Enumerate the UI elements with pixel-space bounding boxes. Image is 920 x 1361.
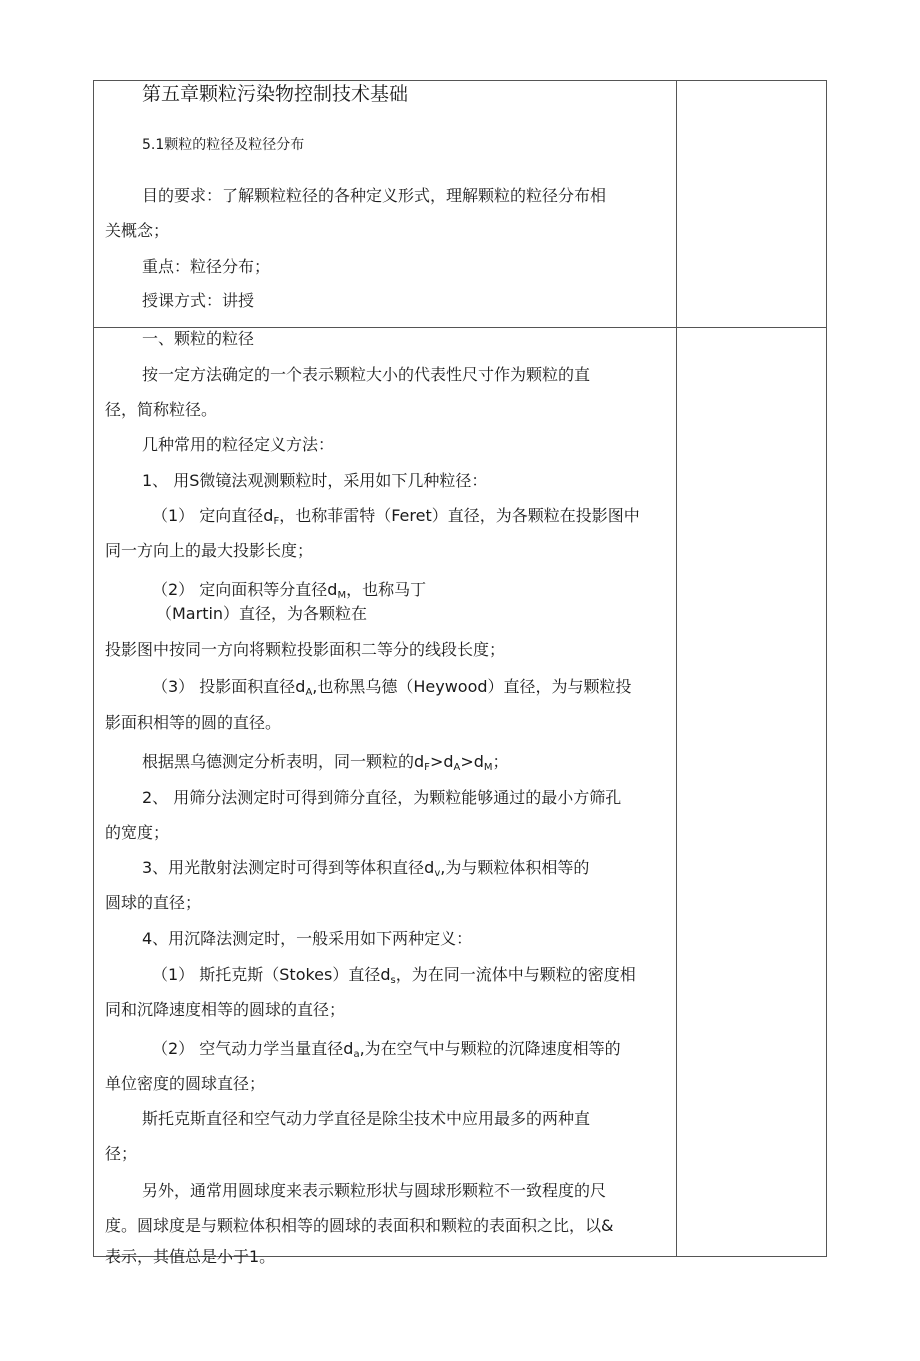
paragraph-line: 同和沉降速度相等的圆球的直径； (105, 1000, 346, 1019)
paragraph-line: 几种常用的粒径定义方法： (142, 435, 335, 454)
paragraph-line: 径，简称粒径。 (105, 400, 218, 419)
list-item-2: 2、 用筛分法测定时可得到筛分直径，为颗粒能够通过的最小方筛孔 (142, 788, 622, 807)
list-item-1: 1、 用S微镜法观测颗粒时，采用如下几种粒径： (142, 471, 488, 490)
heading-particle-size: 一、颗粒的粒径 (142, 329, 255, 348)
key-point: 重点：粒径分布； (142, 257, 271, 276)
objective-line-1: 目的要求：了解颗粒粒径的各种定义形式，理解颗粒的粒径分布相 (142, 186, 607, 205)
paragraph-line: 的宽度； (105, 823, 170, 842)
paragraph-line: 斯托克斯直径和空气动力学直径是除尘技术中应用最多的两种直 (142, 1109, 591, 1128)
paragraph-line: 度。圆球度是与颗粒体积相等的圆球的表面积和颗粒的表面积之比，以& (105, 1216, 614, 1235)
list-item-3: 3、用光散射法测定时可得到等体积直径$d_v$,为与颗粒体积相等的 (142, 858, 590, 879)
section-title: 5.1颗粒的粒径及粒径分布 (142, 137, 305, 153)
paragraph-line: 按一定方法确定的一个表示颗粒大小的代表性尺寸作为颗粒的直 (142, 365, 591, 384)
list-item-1-1: （1） 定向直径$d_F$，也称菲雷特（Feret）直径，为各颗粒在投影图中 (152, 506, 640, 527)
paragraph-line: 圆球的直径； (105, 893, 202, 912)
list-item-4-1: （1） 斯托克斯（Stokes）直径$d_s$，为在同一流体中与颗粒的密度相 (152, 965, 636, 986)
paragraph-line: 另外，通常用圆球度来表示颗粒形状与圆球形颗粒不一致程度的尺 (142, 1181, 607, 1200)
column-divider (676, 81, 677, 1256)
paragraph-line: 影面积相等的圆的直径。 (105, 713, 282, 732)
lesson-plan-table (93, 80, 827, 1266)
lesson-header-cell (94, 81, 676, 327)
heywood-relation: 根据黑乌德测定分析表明，同一颗粒的$d_F>d_A>d_M$； (142, 752, 509, 773)
paragraph-line-clipped: 表示，其值总是小于1。 (105, 1247, 276, 1266)
objective-line-2: 关概念； (105, 221, 170, 240)
paragraph-line: 同一方向上的最大投影长度； (105, 541, 314, 560)
list-item-1-2: （2） 定向面积等分直径$d_M$，也称马丁 (152, 580, 427, 601)
paragraph-line: 投影图中按同一方向将颗粒投影面积二等分的线段长度； (105, 640, 506, 659)
teaching-method: 授课方式：讲授 (142, 291, 255, 310)
list-item-4: 4、用沉降法测定时，一般采用如下两种定义： (142, 929, 473, 948)
chapter-title: 第五章颗粒污染物控制技术基础 (142, 83, 409, 105)
paragraph-line: （Martin）直径，为各颗粒在 (156, 604, 368, 623)
paragraph-line: 单位密度的圆球直径； (105, 1074, 266, 1093)
list-item-1-3: （3） 投影面积直径$d_A$,也称黑乌德（Heywood）直径，为与颗粒投 (152, 677, 632, 698)
lesson-body-cell (94, 328, 676, 1266)
list-item-4-2: （2） 空气动力学当量直径$d_a$,为在空气中与颗粒的沉降速度相等的 (152, 1039, 621, 1060)
paragraph-line: 径； (105, 1144, 138, 1163)
